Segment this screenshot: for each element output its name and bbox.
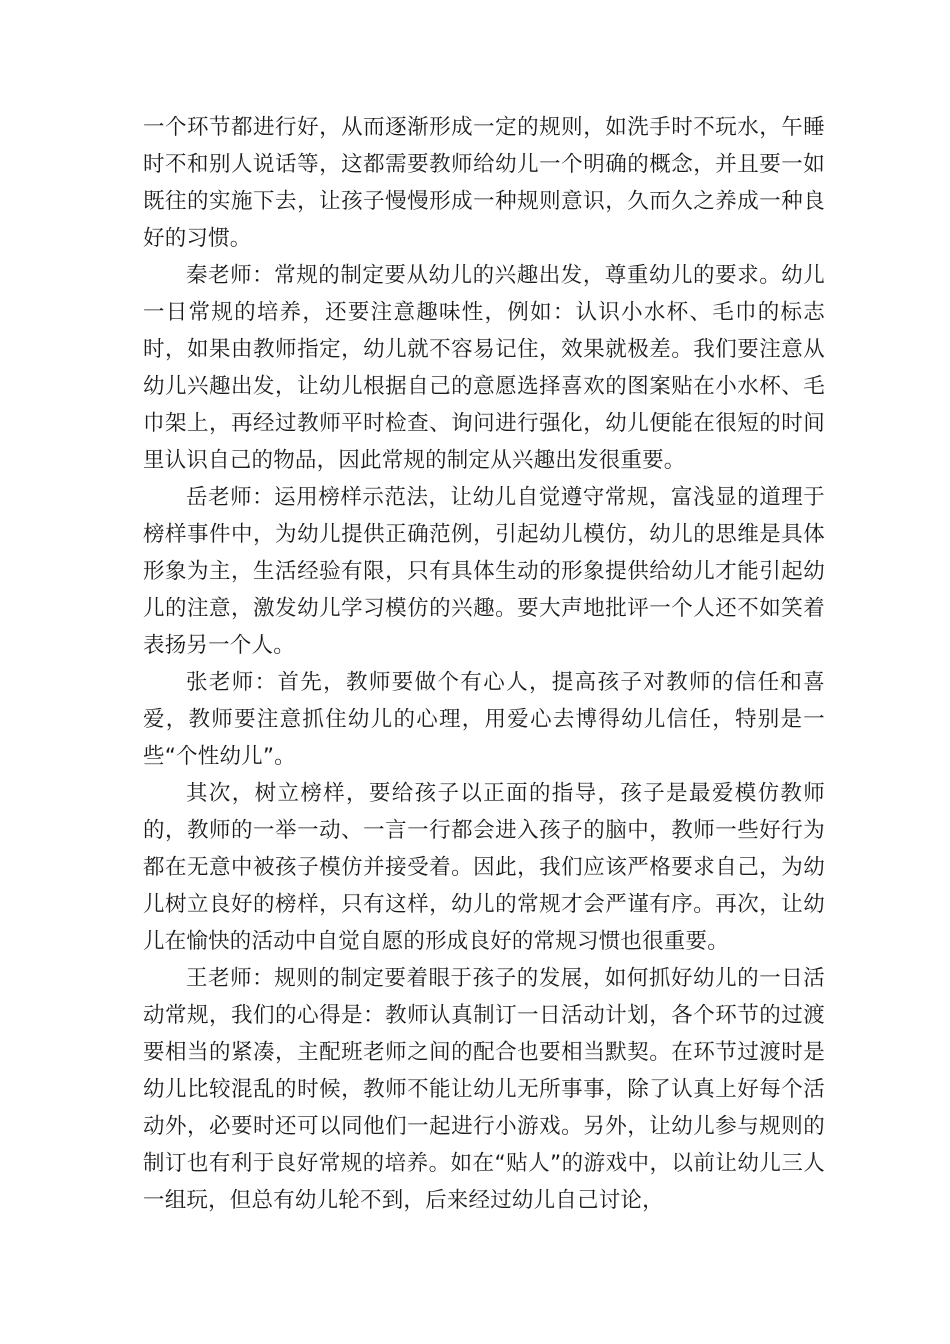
paragraph-role-model: 其次，树立榜样，要给孩子以正面的指导，孩子是最爱模仿教师的，教师的一举一动、一言一行都会进入孩子的脑中，教师一些好行为都在无意中被孩子模仿并接受着。因此，我们应该严格要求自己，为幼儿树立良好的榜样，只有这样，幼儿的常规才会严谨有序。再次，让幼儿在愉快的活动中自觉自愿的形成良好的常规习惯也很重要。 xyxy=(143,781,825,954)
paragraph-teacher-qin: 秦老师：常规的制定要从幼儿的兴趣出发，尊重幼儿的要求。幼儿一日常规的培养，还要注意趣味性，例如：认识小水杯、毛巾的标志时，如果由教师指定，幼儿就不容易记住，效果就极差。我们要注意从幼儿兴趣出发，让幼儿根据自己的意愿选择喜欢的图案贴在小水杯、毛巾架上，再经过教师平时检查、询问进行强化，幼儿便能在很短的时间里认识自己的物品，因此常规的制定从兴趣出发很重要。 xyxy=(143,263,825,473)
paragraph-teacher-zhang: 张老师：首先，教师要做个有心人，提高孩子对教师的信任和喜爱，教师要注意抓住幼儿的心理，用爱心去博得幼儿信任，特别是一些“个性幼儿”。 xyxy=(143,670,825,769)
paragraph-teacher-wang: 王老师：规则的制定要着眼于孩子的发展，如何抓好幼儿的一日活动常规，我们的心得是：教师认真制订一日活动计划，各个环节的过渡要相当的紧凑，主配班老师之间的配合也要相当默契。在环节过渡时是幼儿比较混乱的时候，教师不能让幼儿无所事事，除了认真上好每个活动外，必要时还可以同他们一起进行小游戏。另外，让幼儿参与规则的制订也有利于良好常规的培养。如在“贴人”的游戏中，以前让幼儿三人一组玩，但总有幼儿轮不到，后来经过幼儿自己讨论， xyxy=(143,966,825,1213)
document-page xyxy=(143,109,825,1219)
paragraph-teacher-yue: 岳老师：运用榜样示范法，让幼儿自觉遵守常规，富浅显的道理于榜样事件中，为幼儿提供正确范例，引起幼儿模仿，幼儿的思维是具体形象为主，生活经验有限，只有具体生动的形象提供给幼儿才能引起幼儿的注意，激发幼儿学习模仿的兴趣。要大声地批评一个人还不如笑着表扬另一个人。 xyxy=(143,485,825,658)
paragraph-rules-habits: 一个环节都进行好，从而逐渐形成一定的规则，如洗手时不玩水，午睡时不和别人说话等，这都需要教师给幼儿一个明确的概念，并且要一如既往的实施下去，让孩子慢慢形成一种规则意识，久而久之养成一种良好的习惯。 xyxy=(143,115,825,251)
